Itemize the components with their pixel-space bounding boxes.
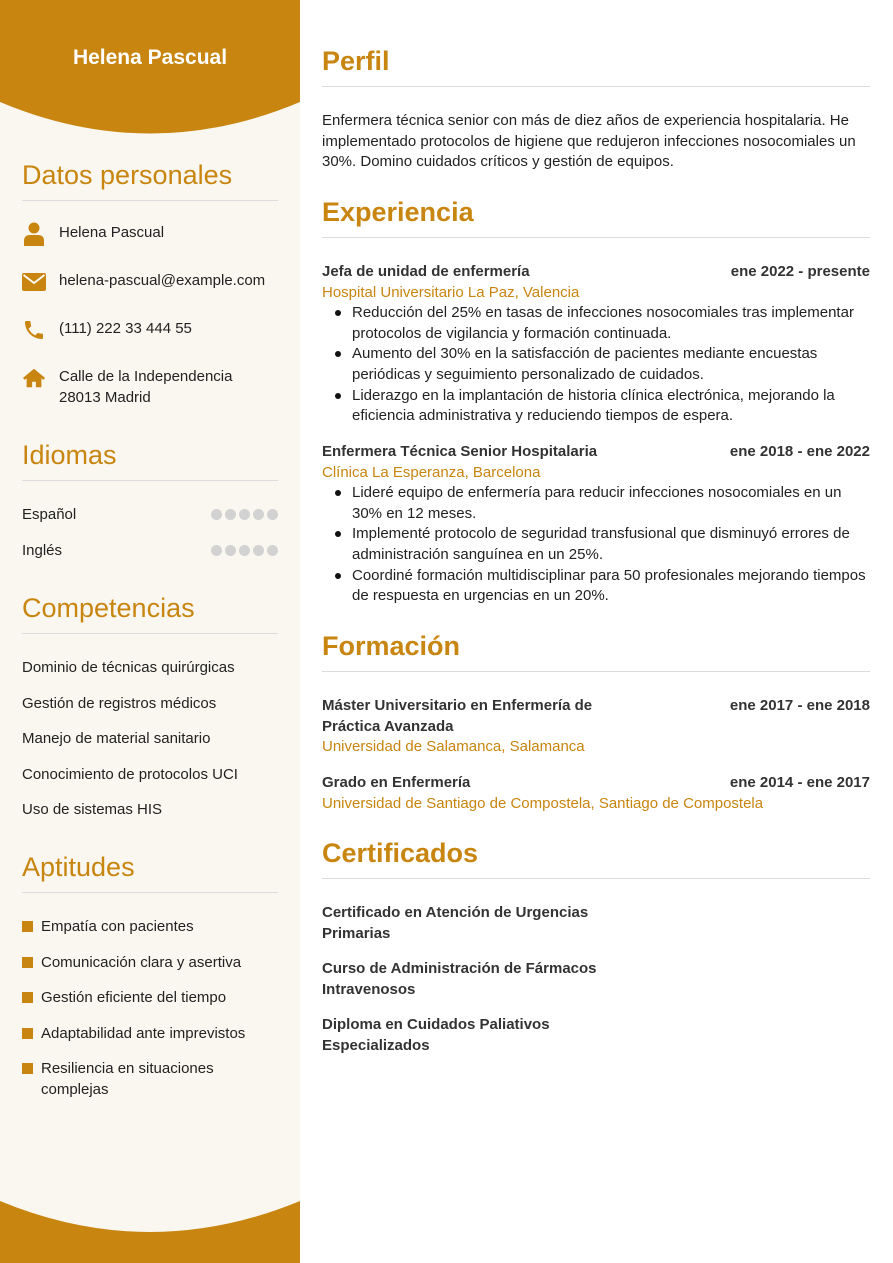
job-header — [322, 262, 870, 283]
language-level-dots — [211, 545, 278, 556]
achievement-item: Reducción del 25% en tasas de infecciones nosocomiales tras implementar protocolos de vigilancia y formación continuada. — [352, 303, 870, 344]
aptitude-text: Empatía con pacientes — [41, 918, 194, 935]
level-dot — [211, 545, 222, 556]
candidate-name: Helena Pascual — [72, 46, 228, 69]
level-dot — [267, 509, 278, 520]
aptitudes-section — [22, 852, 278, 1100]
personal-data-section — [22, 160, 278, 408]
level-dot — [253, 509, 264, 520]
skills-title: Competencias — [22, 593, 278, 634]
skill-item: Manejo de material sanitario — [22, 730, 211, 748]
certificate-item: Curso de Administración de Fármacos Intravenosos — [322, 960, 597, 998]
skill-item: Gestión de registros médicos — [22, 694, 217, 712]
square-bullet-icon — [22, 921, 33, 932]
contact-address-row — [22, 366, 278, 408]
certificate-item: Certificado en Atención de Urgencias Primarias — [322, 904, 589, 942]
achievement-item: Coordiné formación multidisciplinar para 50 profesionales mejorando tiempos de respuesta en urgencias en un 20%. — [352, 566, 870, 607]
achievement-item: Lideré equipo de enfermería para reducir infecciones nosocomiales en un 30% en 12 meses. — [352, 483, 870, 524]
skill-item: Dominio de técnicas quirúrgicas — [22, 659, 235, 676]
level-dot — [225, 545, 236, 556]
contact-address: Calle de la Independencia 28013 Madrid — [59, 368, 233, 406]
certificates-title: Certificados — [322, 838, 870, 879]
sidebar — [0, 0, 300, 1263]
education-entry — [322, 696, 870, 758]
aptitude-item — [22, 916, 278, 952]
experience-title: Experiencia — [322, 197, 870, 238]
person-icon — [22, 222, 46, 246]
contact-name: Helena Pascual — [59, 224, 165, 241]
level-dot — [225, 509, 236, 520]
personal-data-title: Datos personales — [22, 160, 278, 201]
square-bullet-icon — [22, 1028, 33, 1039]
square-bullet-icon — [22, 957, 33, 968]
contact-email[interactable]: helena-pascual@example.com — [59, 272, 266, 289]
languages-section — [22, 440, 278, 561]
level-dot — [239, 509, 250, 520]
education-institution: Universidad de Salamanca, Salamanca — [322, 738, 585, 756]
job-entry — [322, 442, 870, 607]
job-entry — [322, 262, 870, 427]
languages-title: Idiomas — [22, 440, 278, 481]
skill-item: Conocimiento de protocolos UCI — [22, 765, 238, 783]
certificate-item: Diploma en Cuidados Paliativos Especializados — [322, 1016, 550, 1054]
square-bullet-icon — [22, 992, 33, 1003]
aptitude-text: Gestión eficiente del tiempo — [41, 989, 227, 1007]
education-degree: Máster Universitario en Enfermería de Práctica Avanzada — [322, 697, 593, 735]
mail-icon — [22, 270, 46, 294]
education-header — [322, 696, 870, 737]
aptitude-text: Resiliencia en situaciones complejas — [41, 1060, 214, 1099]
job-achievements — [352, 303, 870, 427]
job-organization: Clínica La Esperanza, Barcelona — [322, 463, 541, 481]
aptitude-text: Adaptabilidad ante imprevistos — [41, 1024, 246, 1042]
education-date: ene 2014 - ene 2017 — [729, 774, 870, 791]
level-dot — [239, 545, 250, 556]
phone-icon — [22, 318, 46, 342]
square-bullet-icon — [22, 1063, 33, 1074]
job-date: ene 2022 - presente — [730, 263, 870, 280]
footer-shape — [0, 1201, 300, 1263]
skill-item: Uso de sistemas HIS — [22, 801, 163, 819]
skills-section — [22, 593, 278, 835]
language-row — [22, 504, 278, 525]
aptitudes-list — [22, 916, 278, 1100]
aptitude-item — [22, 952, 278, 988]
education-degree: Grado en Enfermería — [322, 774, 471, 791]
aptitude-item — [22, 1023, 278, 1059]
profile-text: Enfermera técnica senior con más de diez años de experiencia hospitalaria. He implementado protocolos de higiene que redujeron infecciones nosocomiales un 30%. Domino cuidados críticos y gestión de equipos. — [322, 112, 856, 171]
contact-phone-row — [22, 318, 278, 342]
job-date: ene 2018 - ene 2022 — [729, 443, 870, 460]
job-role: Enfermera Técnica Senior Hospitalaria — [322, 443, 598, 460]
aptitude-item — [22, 1058, 242, 1100]
language-row — [22, 540, 278, 561]
contact-phone: (111) 222 33 444 55 — [59, 320, 192, 337]
job-achievements — [352, 483, 870, 607]
contact-name-row — [22, 222, 278, 246]
level-dot — [211, 509, 222, 520]
achievement-item: Implementé protocolo de seguridad transfusional que disminuyó errores de administración sanguínea en un 25%. — [352, 524, 870, 565]
language-level-dots — [211, 509, 278, 520]
profile-title: Perfil — [322, 46, 870, 87]
education-entry — [322, 773, 870, 814]
achievement-item: Liderazgo en la implantación de historia clínica electrónica, mejorando la eficiencia administrativa y reduciendo tiempos de espera. — [352, 386, 870, 427]
level-dot — [267, 545, 278, 556]
skills-list — [22, 657, 278, 835]
education-institution: Universidad de Santiago de Compostela, Santiago de Compostela — [322, 794, 764, 812]
home-icon — [22, 366, 46, 390]
language-name: Inglés — [22, 542, 63, 559]
aptitude-text: Comunicación clara y asertiva — [41, 953, 242, 971]
job-header — [322, 442, 870, 463]
contact-email-row — [22, 270, 278, 294]
education-date: ene 2017 - ene 2018 — [729, 697, 870, 714]
education-header — [322, 773, 870, 794]
education-title: Formación — [322, 631, 870, 672]
aptitude-item — [22, 987, 278, 1023]
level-dot — [253, 545, 264, 556]
job-organization: Hospital Universitario La Paz, Valencia — [322, 283, 580, 301]
aptitudes-title: Aptitudes — [22, 852, 278, 893]
job-role: Jefa de unidad de enfermería — [322, 263, 530, 280]
achievement-item: Aumento del 30% en la satisfacción de pacientes mediante encuestas periódicas y seguimiento personalizado de cuidados. — [352, 344, 870, 385]
language-name: Español — [22, 506, 77, 523]
